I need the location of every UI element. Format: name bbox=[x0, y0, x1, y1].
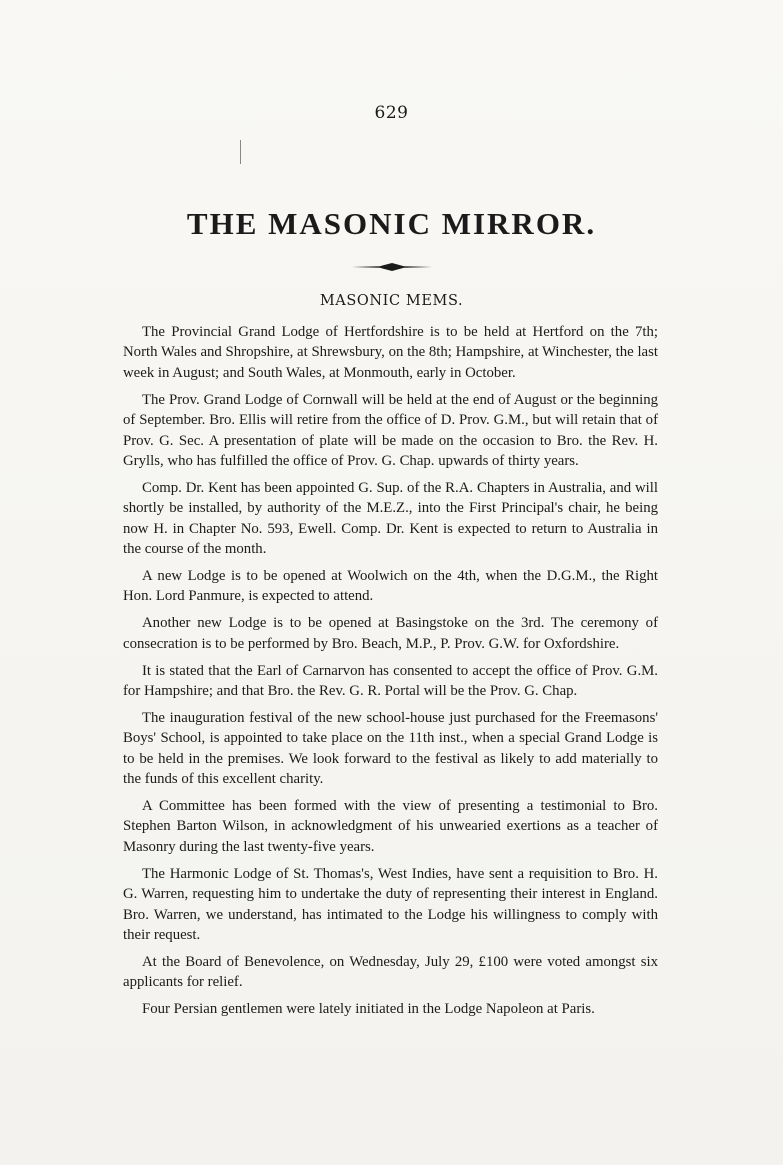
rule-ornament-icon bbox=[352, 262, 432, 272]
paragraph: Comp. Dr. Kent has been appointed G. Sup. of the R.A. Chapters in Australia, and will shortly be installed, by authority of the M.E.Z., into the First Principal's chair, he being now H. in Chapter No. 593, Ewell. Comp. Dr. Kent is expected to return to Australia in the course of the month. bbox=[123, 479, 658, 558]
paragraph: The Prov. Grand Lodge of Cornwall will be held at the end of August or the beginning of September. Bro. Ellis will retire from the office of D. Prov. G.M., but will retain that of Prov. G. Sec. A presentation of plate will be made on the occasion to Bro. the Rev. H. Grylls, who has fulfilled the office of Prov. G. Chap. upwards of thirty years. bbox=[123, 391, 658, 469]
article-body bbox=[123, 322, 658, 1026]
paragraph: The Harmonic Lodge of St. Thomas's, West Indies, have sent a requisition to Bro. H. G. Warren, requesting him to undertake the duty of representing their interest in England. Bro. Warren, we understand, has intimated to the Lodge his willingness to comply with their request. bbox=[123, 865, 658, 943]
paragraph: The inauguration festival of the new school-house just purchased for the Freemasons' Boys' School, is appointed to take place on the 11th inst., when a special Grand Lodge is to be held in the premises. We look forward to the festival as likely to add materially to the funds of this excellent charity. bbox=[123, 709, 658, 788]
stray-mark bbox=[240, 140, 241, 164]
page-number: 629 bbox=[374, 103, 409, 123]
paragraph: A new Lodge is to be opened at Woolwich on the 4th, when the D.G.M., the Right Hon. Lord Panmure, is expected to attend. bbox=[123, 567, 658, 605]
paragraph: The Provincial Grand Lodge of Hertfordshire is to be held at Hertford on the 7th; North Wales and Shropshire, at Shrewsbury, on the 8th; Hampshire, at Winchester, the last week in August; and South Wales, at Monmouth, early in October. bbox=[123, 324, 658, 381]
paragraph: Four Persian gentlemen were lately initiated in the Lodge Napoleon at Paris. bbox=[142, 1001, 595, 1018]
paragraph: At the Board of Benevolence, on Wednesday, July 29, £100 were voted amongst six applicants for relief. bbox=[123, 953, 658, 991]
paragraph: Another new Lodge is to be opened at Basingstoke on the 3rd. The ceremony of consecration is to be performed by Bro. Beach, M.P., P. Prov. G.W. for Oxfordshire. bbox=[123, 615, 658, 652]
masthead-title: THE MASONIC MIRROR. bbox=[186, 206, 597, 241]
paragraph: A Committee has been formed with the view of presenting a testimonial to Bro. Stephen Barton Wilson, in acknowledgment of his unwearied exertions as a teacher of Masonry during the last twenty-five years. bbox=[123, 798, 658, 855]
paragraph: It is stated that the Earl of Carnarvon has consented to accept the office of Prov. G.M. for Hampshire; and that Bro. the Rev. G. R. Portal will be the Prov. G. Chap. bbox=[123, 662, 658, 699]
section-title: MASONIC MEMS. bbox=[319, 293, 464, 309]
